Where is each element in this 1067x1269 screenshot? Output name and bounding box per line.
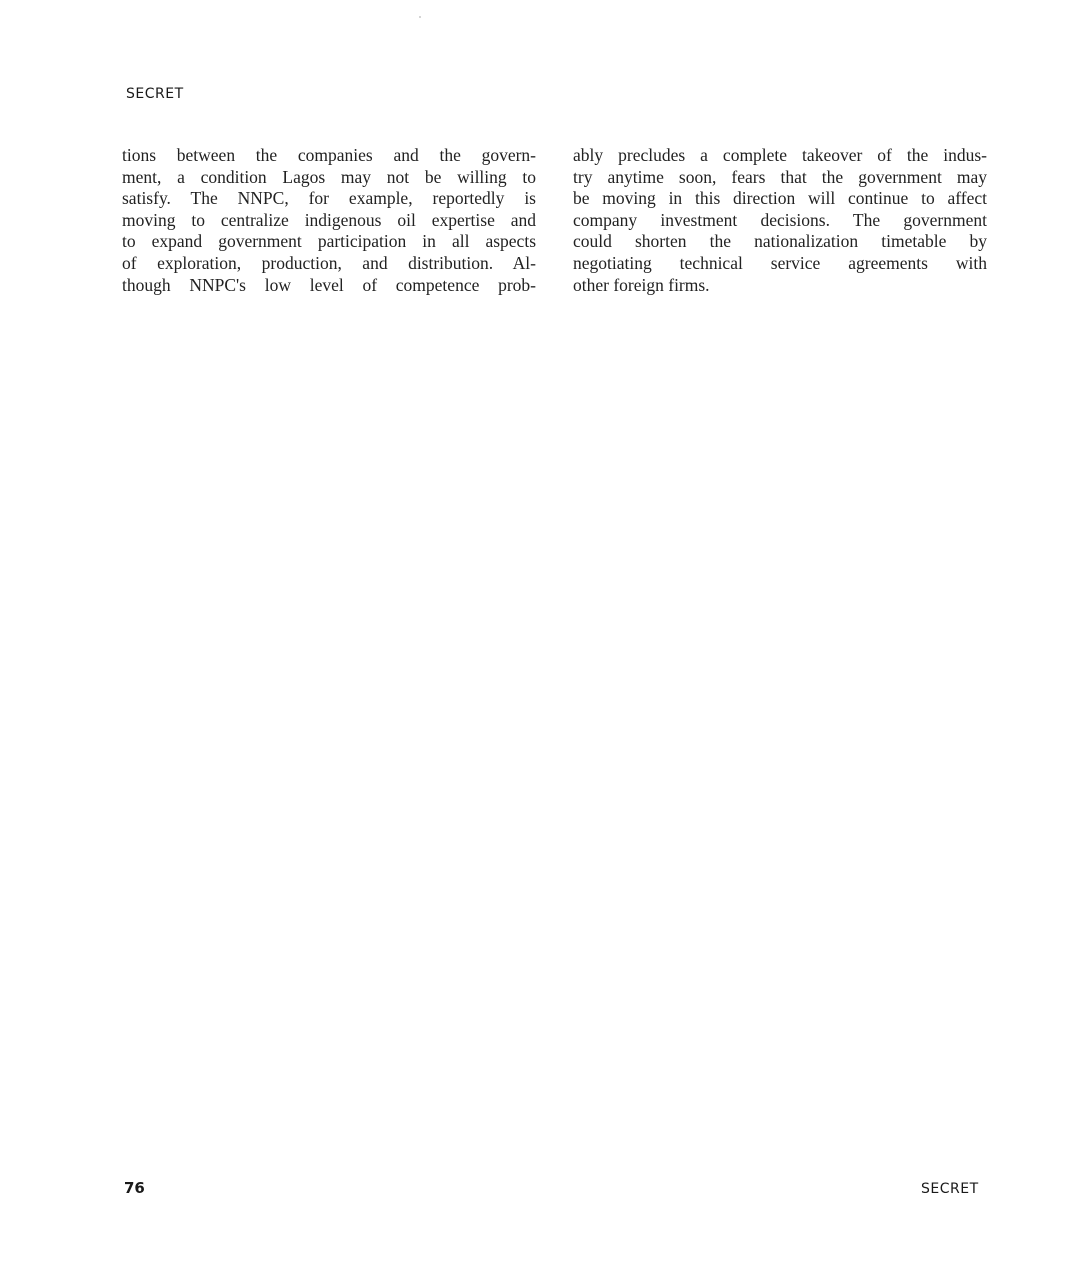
footer-classification: SECRET xyxy=(921,1181,979,1197)
left-line-6: of exploration, production, and distribution. Al- xyxy=(122,252,536,273)
left-line-1: tions between the companies and the govern- xyxy=(122,145,536,165)
page-number: 76 xyxy=(124,1179,145,1197)
right-line-3: be moving in this direction will continue to affect xyxy=(573,188,987,209)
right-line-6: negotiating technical service agreements with xyxy=(573,252,987,273)
left-line-2: ment, a condition Lagos may not be willing to xyxy=(122,166,536,187)
left-line-5: to expand government participation in all aspects xyxy=(122,231,536,252)
right-line-4: company investment decisions. The government xyxy=(573,209,987,230)
header-classification: SECRET xyxy=(126,86,184,102)
right-line-1: ably precludes a complete takeover of the indus- xyxy=(573,145,987,165)
right-line-2: try anytime soon, fears that the government may xyxy=(573,166,987,187)
left-line-3: satisfy. The NNPC, for example, reportedly is xyxy=(122,188,536,209)
left-column xyxy=(122,145,536,296)
scan-speck xyxy=(419,16,421,18)
right-line-5: could shorten the nationalization timetable by xyxy=(573,231,987,252)
left-line-4: moving to centralize indigenous oil expertise and xyxy=(122,209,536,230)
left-line-7: though NNPC's low level of competence prob- xyxy=(122,274,536,295)
right-column xyxy=(573,145,987,296)
right-line-7: other foreign firms. xyxy=(573,274,710,295)
